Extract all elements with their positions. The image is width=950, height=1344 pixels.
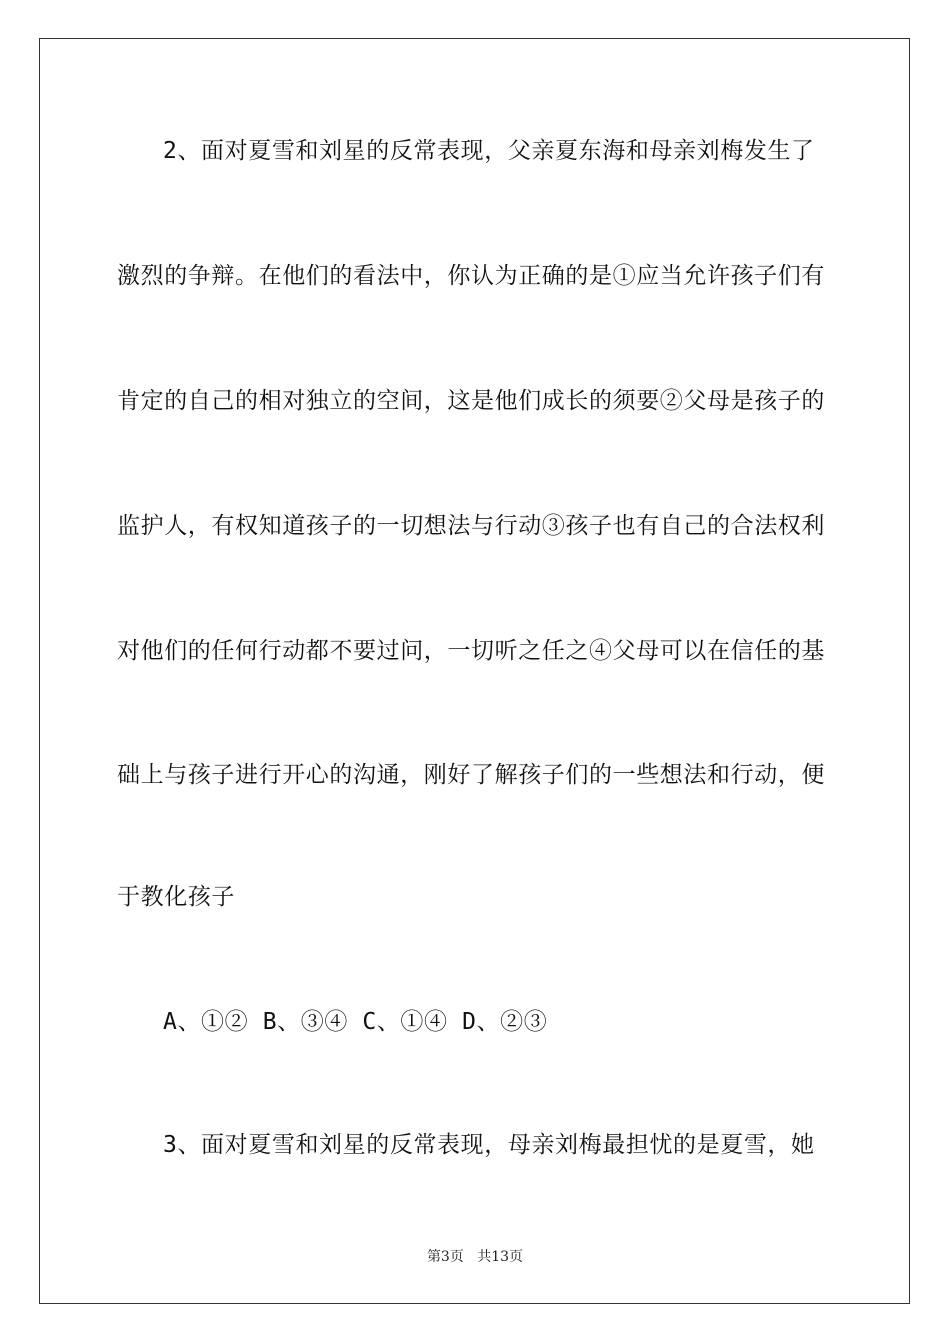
page-footer [0,1246,950,1266]
page-number: 第3页 [426,1249,464,1265]
question-2-line-7: 于教化孩子 [117,884,235,910]
question-2-line-4: 监护人，有权知道孩子的一切想法与行动③孩子也有自己的合法权利 [117,513,825,539]
question-2-line-2: 激烈的争辩。在他们的看法中，你认为正确的是①应当允许孩子们有 [117,263,825,289]
question-2-line-5: 对他们的任何行动都不要过问，一切听之任之④父母可以在信任的基 [117,638,825,664]
page-frame [39,38,910,1304]
question-2-line-3: 肯定的自己的相对独立的空间，这是他们成长的须要②父母是孩子的 [117,388,825,414]
question-2-options: A、①② B、③④ C、①④ D、②③ [163,1009,548,1035]
question-3-line-1: 3、面对夏雪和刘星的反常表现，母亲刘梅最担忧的是夏雪，她 [163,1132,815,1158]
question-2-line-1: 2、面对夏雪和刘星的反常表现，父亲夏东海和母亲刘梅发生了 [163,138,815,164]
question-2-line-6: 础上与孩子进行开心的沟通，刚好了解孩子们的一些想法和行动，便 [117,762,825,788]
total-pages: 共13页 [477,1249,524,1265]
